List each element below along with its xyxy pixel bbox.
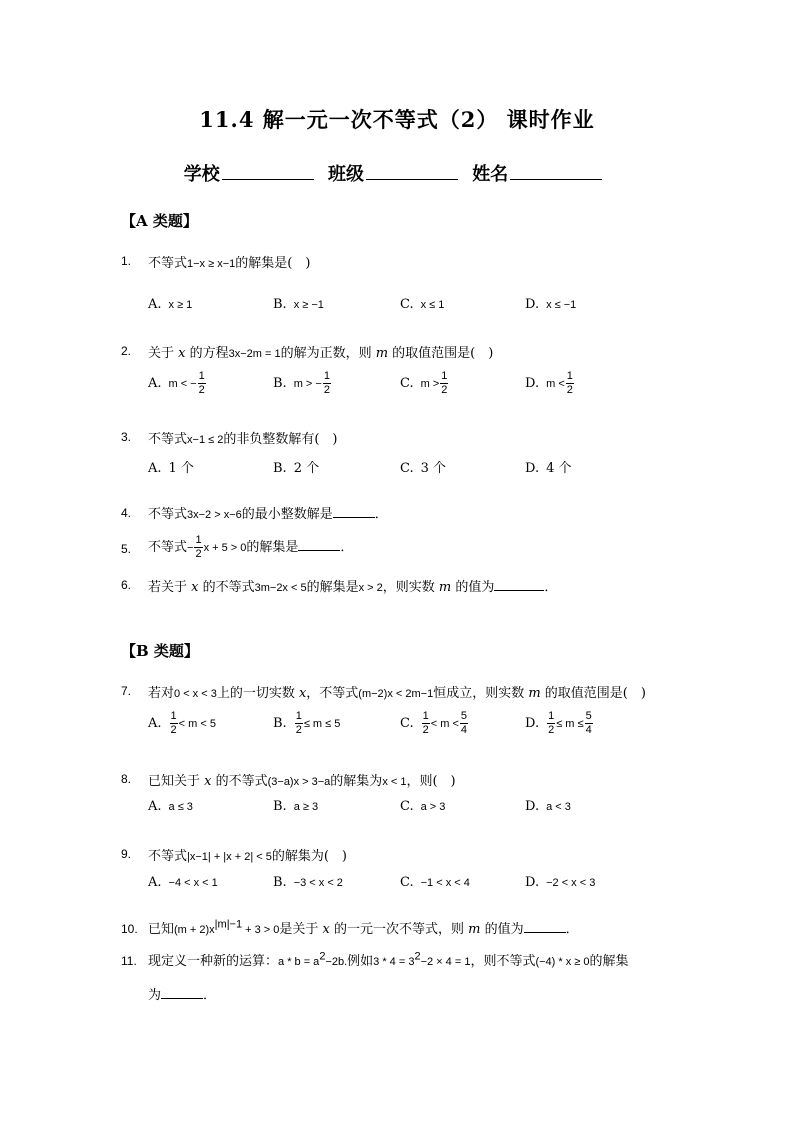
option-d[interactable]: D. a < 3 xyxy=(525,799,571,814)
option-b[interactable]: B. x ≥ −1 xyxy=(273,297,324,312)
question-stem: 若对0 < x < 3上的一切实数 𝑥，不等式(m−2)x < 2m−1恒成立，则实数 𝑚 的取值范围是( ) xyxy=(148,686,646,701)
option-a[interactable]: A. −4 < x < 1 xyxy=(148,875,218,890)
question-number: 2. xyxy=(121,344,132,358)
fraction: $\frac{1}{2}$ xyxy=(548,710,555,736)
option-a[interactable]: A. x ≥ 1 xyxy=(148,297,193,312)
option-c[interactable]: C. 3 个 xyxy=(400,461,447,476)
option-d[interactable]: D. $\frac{1}{2}$ ≤ m ≤ $\frac{5}{4}$ xyxy=(525,710,592,736)
answer-blank[interactable] xyxy=(298,538,340,551)
answer-blank[interactable] xyxy=(333,505,375,518)
question-stem: 不等式x−1 ≤ 2的非负整数解有( ) xyxy=(148,432,338,447)
fraction: $\frac{5}{4}$ xyxy=(460,710,467,736)
class-label: 班级 xyxy=(328,164,364,185)
option-c[interactable]: C. a > 3 xyxy=(400,799,446,814)
option-c[interactable]: C. $\frac{1}{2}$ < m < $\frac{5}{4}$ xyxy=(400,710,467,736)
option-c[interactable]: C. −1 < x < 4 xyxy=(400,875,470,890)
fraction: $\frac{1}{2}$ xyxy=(441,370,448,396)
option-a[interactable]: A. $\frac{1}{2}$ < m < 5 xyxy=(148,710,216,736)
question-stem: 已知$(m + 2)x^{|m|-1} + 3 > 0$是关于 𝑥 的一元一次不等式，则 𝑚 的值为 ． xyxy=(148,918,579,937)
class-blank[interactable] xyxy=(366,161,458,180)
question-number: 10. xyxy=(121,922,138,936)
option-d[interactable]: D. −2 < x < 3 xyxy=(525,875,596,890)
name-label: 姓名 xyxy=(472,164,509,185)
student-info-line xyxy=(0,160,794,186)
question-number: 6. xyxy=(121,578,132,592)
fraction: $\frac{1}{2}$ xyxy=(566,370,573,396)
option-a[interactable]: A. m < − $\frac{1}{2}$ xyxy=(148,370,205,396)
fraction: $\frac{1}{2}$ xyxy=(195,534,202,560)
fraction: $\frac{1}{2}$ xyxy=(198,370,205,396)
fraction: $\frac{5}{4}$ xyxy=(585,710,592,736)
question-number: 1. xyxy=(121,254,132,268)
answer-blank[interactable] xyxy=(161,986,203,999)
school-blank[interactable] xyxy=(222,161,314,180)
name-blank[interactable] xyxy=(510,161,602,180)
question-stem: 现定义一种新的运算：$a * b = a^2-2b$.例如$3 * 4 = 3^2-2 \times 4 = 1$，则不等式(−4) * x ≥ 0的解集 xyxy=(148,950,629,969)
page-title: 11.4 解一元一次不等式（2） 课时作业 xyxy=(199,107,595,132)
option-a[interactable]: A. a ≤ 3 xyxy=(148,799,193,814)
question-number: 5. xyxy=(121,542,132,556)
question-stem: 已知关于 𝑥 的不等式(3−a)x > 3−a的解集为x < 1，则( ) xyxy=(148,774,456,789)
option-b[interactable]: B. m > − $\frac{1}{2}$ xyxy=(273,370,330,396)
fraction: $\frac{1}{2}$ xyxy=(422,710,429,736)
question-stem: 关于 𝑥 的方程3x−2m = 1的解为正数，则 𝑚 的取值范围是( ) xyxy=(148,346,494,361)
option-b[interactable]: B. a ≥ 3 xyxy=(273,799,319,814)
fraction: $\frac{1}{2}$ xyxy=(323,370,330,396)
question-stem: 不等式− $\frac{1}{2}$ x + 5 > 0的解集是 ． xyxy=(148,534,354,560)
section-b-heading: 【B 类题】 xyxy=(121,642,199,660)
question-stem: 不等式3x−2 > x−6的最小整数解是 ． xyxy=(148,507,388,522)
question-number: 9. xyxy=(121,847,132,861)
question-number: 11. xyxy=(121,954,137,968)
question-stem: 若关于 𝑥 的不等式3m−2x < 5的解集是x > 2，则实数 𝑚 的值为 ． xyxy=(148,580,558,595)
question-number: 7. xyxy=(121,684,132,698)
option-a[interactable]: A. 1 个 xyxy=(148,461,194,476)
option-b[interactable]: B. −3 < x < 2 xyxy=(273,875,343,890)
fraction: $\frac{1}{2}$ xyxy=(170,710,177,736)
option-d[interactable]: D. 4 个 xyxy=(525,461,572,476)
question-number: 8. xyxy=(121,772,132,786)
question-number: 4. xyxy=(121,506,132,520)
question-number: 3. xyxy=(121,430,132,444)
answer-blank[interactable] xyxy=(494,578,544,591)
question-stem-continued: 为 ． xyxy=(148,988,217,1003)
answer-blank[interactable] xyxy=(524,920,566,933)
option-b[interactable]: B. 2 个 xyxy=(273,461,320,476)
section-a-heading: 【A 类题】 xyxy=(121,212,198,230)
option-c[interactable]: C. m > $\frac{1}{2}$ xyxy=(400,370,448,396)
school-label: 学校 xyxy=(183,164,220,185)
question-stem: 不等式|x−1| + |x + 2| < 5的解集为( ) xyxy=(148,849,347,864)
option-d[interactable]: D. m < $\frac{1}{2}$ xyxy=(525,370,573,396)
option-c[interactable]: C. x ≤ 1 xyxy=(400,297,445,312)
question-stem: 不等式1−x ≥ x−1的解集是( ) xyxy=(148,256,311,271)
option-b[interactable]: B. $\frac{1}{2}$ ≤ m ≤ 5 xyxy=(273,710,341,736)
fraction: $\frac{1}{2}$ xyxy=(295,710,302,736)
option-d[interactable]: D. x ≤ −1 xyxy=(525,297,577,312)
